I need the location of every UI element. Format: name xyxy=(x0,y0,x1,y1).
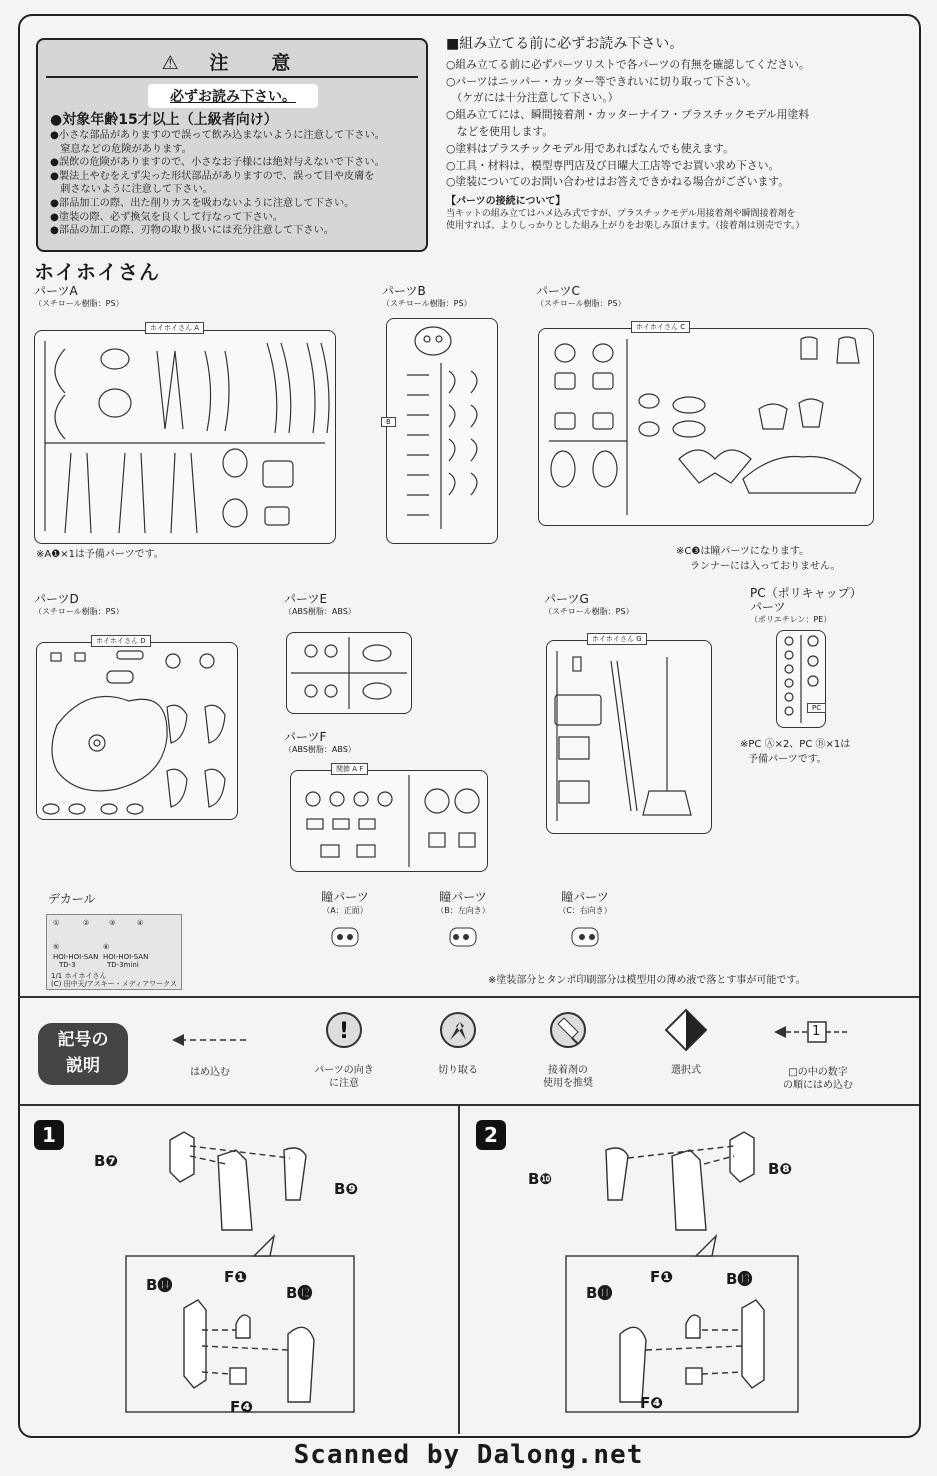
caution-item: ●誤飲の危険がありますので、小さなお子様には絶対与えないで下さい。 xyxy=(50,157,385,169)
step-1-callout: B⓮ xyxy=(146,1276,173,1294)
caution-list xyxy=(50,112,418,238)
symbol-orientation xyxy=(296,1010,392,1090)
parts-a-material: （スチロール樹脂：PS） xyxy=(34,299,124,308)
joint-text: 使用すれば、よりしっかりとした組み上がりをお楽しみ頂けます。（接着剤は別売です。） xyxy=(446,221,805,232)
sprue-b-parts-drawing xyxy=(387,319,497,543)
decal-credit: 1/1 ホイホイさん xyxy=(51,972,107,980)
symbol-choice xyxy=(646,1008,726,1077)
step-2-callout: B❽ xyxy=(768,1160,793,1178)
kit-name: ホイホイさん xyxy=(34,260,160,284)
pre-item: （ケガには十分注意して下さい。） xyxy=(446,91,619,105)
symbol-label: 切り取る xyxy=(438,1065,478,1076)
pre-item: ○組み立てには、瞬間接着剤・カッターナイフ・プラスチックモデル用塗料 xyxy=(446,108,810,122)
pre-item: ○塗料はプラスチックモデル用であればなんでも使えます。 xyxy=(446,141,734,155)
eye-part-label: 瞳パーツ xyxy=(561,890,609,904)
symbol-order xyxy=(766,1020,870,1092)
decal-number: ⑤ xyxy=(53,943,60,951)
decal-label: デカール xyxy=(48,892,96,906)
symbol-glue xyxy=(520,1010,616,1090)
decal-number: ① xyxy=(53,919,60,927)
parts-g-material: （スチロール樹脂：PS） xyxy=(544,607,634,616)
sprue-g xyxy=(546,635,712,834)
symbol-label: 使用を推奨 xyxy=(543,1078,593,1089)
step-1-drawing xyxy=(30,1106,450,1406)
parts-a-label: パーツA xyxy=(34,284,78,298)
caution-item: ●製法上やむをえず尖った形状部品がありますので、誤って目や皮膚を xyxy=(50,170,375,182)
step-2-callout: F❹ xyxy=(640,1394,663,1412)
joint-title: 【パーツの接続について】 xyxy=(446,196,566,208)
sprue-d-parts-drawing xyxy=(37,643,237,819)
parts-b-label: パーツB xyxy=(382,284,426,298)
eye-part-sub: （B：左向き） xyxy=(436,906,490,915)
symbol-label: □の中の数字 xyxy=(788,1067,848,1078)
selection-diamond-icon xyxy=(664,1008,708,1052)
caution-item: 刺さないように注意して下さい。 xyxy=(50,184,213,196)
sprue-d-tag: ホイホイさん D xyxy=(91,635,151,647)
parts-c-note-2: ランナーには入っておりません。 xyxy=(690,561,841,572)
symbols-divider xyxy=(18,996,919,998)
parts-pc-note-1: ※PC Ⓐ×2、PC Ⓑ×1は xyxy=(740,739,851,750)
step-1-callout: F❹ xyxy=(230,1398,253,1416)
sprue-f-parts-drawing xyxy=(291,771,487,871)
pre-assembly-title: ■組み立てる前に必ずお読み下さい。 xyxy=(446,36,684,52)
order-box-number: 1 xyxy=(812,1024,821,1039)
eye-part-b xyxy=(428,888,498,948)
eye-part-drawing xyxy=(448,926,478,948)
nippers-icon xyxy=(438,1010,478,1050)
caution-divider xyxy=(46,76,418,78)
pre-item: ○組み立てる前に必ずパーツリストで各パーツの有無を確認してください。 xyxy=(446,57,810,71)
caution-item: 窒息などの危険があります。 xyxy=(50,143,192,155)
symbols-title: 記号の 説明 xyxy=(38,1023,128,1085)
parts-pc-label: PC（ポリキャップ）パーツ xyxy=(750,586,856,614)
sprue-f-tag: 関節 A F xyxy=(331,763,368,775)
sprue-e xyxy=(286,632,412,714)
sprue-a xyxy=(34,324,336,544)
decal-number: ② xyxy=(83,919,90,927)
pre-item: ○パーツはニッパー・カッター等できれいに切り取って下さい。 xyxy=(446,74,757,88)
parts-c-note-1: ※C❸は瞳パーツになります。 xyxy=(676,546,810,557)
symbol-label: パーツの向き xyxy=(314,1065,374,1076)
joint-text: 当キットの組み立てはハメ込み式ですが、プラスチックモデル用接着剤や瞬間接着剤を xyxy=(446,209,796,220)
warning-triangle-icon: ⚠ xyxy=(161,52,191,74)
step-1-number: 1 xyxy=(34,1120,64,1150)
eye-part-c xyxy=(550,888,620,948)
eye-part-sub: （A：正面） xyxy=(322,906,368,915)
steps-center-divider xyxy=(458,1104,460,1434)
caution-subtitle: 必ずお読み下さい。 xyxy=(148,84,318,108)
sprue-a-tag: ホイホイさん A xyxy=(145,322,204,334)
eye-part-drawing xyxy=(330,926,360,948)
caution-item: ●小さな部品がありますので誤って飲み込まないように注意して下さい。 xyxy=(50,130,385,141)
parts-f-label: パーツF xyxy=(284,730,327,744)
symbol-label: に注意 xyxy=(329,1078,359,1089)
step-2-callout: F❶ xyxy=(650,1268,673,1286)
sprue-f xyxy=(290,765,488,872)
eye-part-label: 瞳パーツ xyxy=(439,890,487,904)
parts-pc-material: （ポリエチレン：PE） xyxy=(750,615,832,624)
decal-credit: (C) 田中天/アスキー・メディアワークス xyxy=(51,980,178,988)
sprue-b-letter: B xyxy=(381,417,396,427)
decal-number: ④ xyxy=(137,919,144,927)
step-1-callout: F❶ xyxy=(224,1268,247,1286)
step-2-callout: B⓫ xyxy=(586,1284,613,1302)
decal-text: TD-3 xyxy=(59,961,76,969)
parts-d-material: （スチロール樹脂：PS） xyxy=(34,607,124,616)
step-1-callout: B⓬ xyxy=(286,1284,313,1302)
sprue-g-parts-drawing xyxy=(547,641,711,833)
eye-part-label: 瞳パーツ xyxy=(321,890,369,904)
symbol-cut xyxy=(418,1010,498,1077)
decal-number: ⑥ xyxy=(103,943,110,951)
caution-item: ●部品加工の際、出た削りカスを吸わないように注意して下さい。 xyxy=(50,197,355,209)
symbol-label: 選択式 xyxy=(671,1065,701,1076)
symbol-label: の順にはめ込む xyxy=(783,1080,853,1091)
sprue-g-tag: ホイホイさん G xyxy=(587,633,647,645)
parts-e-material: （ABS樹脂：ABS） xyxy=(284,607,356,616)
step-1-callout: B❼ xyxy=(94,1152,119,1170)
step-2-callout: B⓭ xyxy=(726,1270,753,1288)
parts-c-material: （スチロール樹脂：PS） xyxy=(536,299,626,308)
eye-part-drawing xyxy=(570,926,600,948)
decal-text: TD-3mini xyxy=(107,961,139,969)
pre-item: などを使用します。 xyxy=(446,124,554,138)
dashed-arrow-icon xyxy=(170,1030,250,1050)
sprue-pc xyxy=(776,630,826,728)
scan-credit: Scanned by Dalong.net xyxy=(293,1440,644,1470)
step-2-drawing xyxy=(480,1106,900,1406)
sprue-pc-letter: PC xyxy=(807,703,826,713)
solvent-note: ※塗装部分とタンポ印刷部分は模型用の薄め液で落とす事が可能です。 xyxy=(488,975,806,986)
eye-part-a xyxy=(310,888,380,948)
step-2-callout: B❿ xyxy=(528,1170,553,1188)
parts-g-label: パーツG xyxy=(544,592,589,606)
sprue-a-parts-drawing xyxy=(35,331,335,543)
exclamation-icon xyxy=(324,1010,364,1050)
sprue-d xyxy=(36,637,238,820)
parts-c-label: パーツC xyxy=(536,284,580,298)
parts-b-material: （スチロール樹脂：PS） xyxy=(382,299,472,308)
sprue-c-parts-drawing xyxy=(539,329,873,525)
eye-part-sub: （C：右向き） xyxy=(558,906,612,915)
pre-assembly-notes xyxy=(446,36,906,232)
symbol-label: 接着剤の xyxy=(548,1065,588,1076)
parts-d-label: パーツD xyxy=(34,592,79,606)
caution-box xyxy=(36,38,428,252)
step-2-number: 2 xyxy=(476,1120,506,1150)
pre-item: ○工具・材料は、模型専門店及び日曜大工店等でお買い求め下さい。 xyxy=(446,158,780,172)
sprue-b xyxy=(386,318,498,544)
sprue-pc-parts-drawing xyxy=(777,631,825,727)
sprue-c-tag: ホイホイさん C xyxy=(631,321,690,333)
sprue-c xyxy=(538,323,874,526)
caution-title: ⚠ 注 意 xyxy=(161,52,303,74)
parts-f-material: （ABS樹脂：ABS） xyxy=(284,745,356,754)
symbol-label: はめ込む xyxy=(190,1067,230,1078)
svg-text:!: ! xyxy=(338,1019,350,1044)
glue-tube-icon xyxy=(548,1010,588,1050)
step-1-callout: B❾ xyxy=(334,1180,359,1198)
pre-item: ○塗装についてのお問い合わせはお答えできかねる場合がございます。 xyxy=(446,175,790,189)
parts-pc-note-2: 予備パーツです。 xyxy=(748,754,827,765)
symbol-snap xyxy=(170,1030,250,1079)
sprue-e-parts-drawing xyxy=(287,633,411,713)
decal-text: HOI-HOI-SAN xyxy=(53,953,99,961)
caution-item: ●対象年齢15才以上（上級者向け） xyxy=(50,112,278,128)
decal-number: ③ xyxy=(109,919,116,927)
decal-sheet xyxy=(46,914,182,990)
caution-item: ●塗装の際、必ず換気を良くして行なって下さい。 xyxy=(50,211,284,223)
parts-e-label: パーツE xyxy=(284,592,328,606)
parts-a-note: ※A❶×1は予備パーツです。 xyxy=(36,549,164,560)
decal-text: HOI-HOI-SAN xyxy=(103,953,149,961)
caution-item: ●部品の加工の際、刃物の取り扱いには充分注意して下さい。 xyxy=(50,225,334,237)
numbered-arrow-icon xyxy=(766,1020,870,1044)
